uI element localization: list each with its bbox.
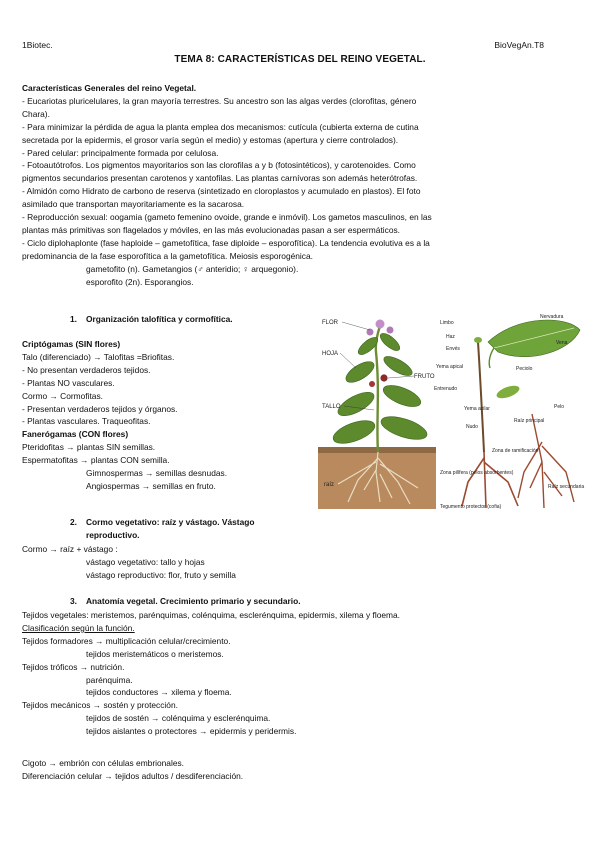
tissue-row: Tejidos tróficos → nutrición. [22, 661, 125, 672]
crypto-line: - Presentan verdaderos tejidos y órganos. [22, 403, 178, 414]
fanero-line: Espermatofitas → plantas CON semilla. [22, 455, 170, 466]
general-line: - Almidón como Hidrato de carbono de reserva (sintetizado en cloroplastos y acumulado en plastos). El foto [22, 186, 421, 197]
label-haz: Haz [446, 334, 455, 340]
label-fruto: FRUTO [414, 374, 435, 380]
general-line: - Fotoautótrofos. Los pigmentos mayoritarios son las clorofilas a y b (fotosintéticos), y carotenoides. Como [22, 160, 416, 171]
label-nudo: Nudo [466, 424, 478, 430]
crypto-line: - Plantas vasculares. Traqueofitas. [22, 416, 151, 427]
label-raiz-secundaria: Raíz secundaria [548, 484, 585, 490]
tissue-row: parénquima. [86, 674, 133, 685]
section2-title-1: Cormo vegetativo: raíz y vástago. Vástago [86, 517, 255, 527]
label-zona-pilifera: Zona pilífera (pelos absorbentes) [440, 470, 514, 476]
general-indented: gametofito (n). Gametangios (♂ anteridio; ♀ arquegonio). [86, 263, 299, 274]
fanero-line: Pteridofitas → plantas SIN semillas. [22, 442, 156, 453]
section1-body [22, 338, 302, 493]
label-tegumento: Tegumento protector (cofia) [440, 504, 502, 510]
label-zona-ramificacion: Zona de ramificación [492, 448, 539, 454]
label-pelo: Pelo [554, 404, 565, 410]
plant-illustration [318, 312, 586, 512]
final-line: Cigoto → embrión con células embrionales. [22, 758, 184, 768]
section3-final [22, 757, 562, 783]
tissue-row: Tejidos mecánicos → sostén y protección. [22, 700, 178, 711]
crypto-line: - Plantas NO vasculares. [22, 377, 115, 388]
fanero-indented: Gimnospermas → semillas desnudas. [86, 468, 228, 479]
page-title: TEMA 8: CARACTERÍSTICAS DEL REINO VEGETAL. [174, 54, 426, 65]
clasificacion-link: Clasificación según la función. [22, 622, 135, 633]
label-flor: FLOR [322, 320, 339, 326]
header-left: 1Biotec. [22, 40, 53, 50]
roots-right [462, 452, 518, 508]
petiole [489, 348, 494, 368]
general-characteristics [22, 82, 562, 289]
tissue-row: Tejidos formadores → multiplicación celular/crecimiento. [22, 635, 231, 646]
crypto-line: - No presentan verdaderos tejidos. [22, 364, 151, 375]
label-yema-axilar: Yema axilar [464, 406, 490, 412]
section2-number: 2. [70, 517, 77, 527]
label-limbo: Limbo [440, 320, 454, 326]
section3-heading [70, 595, 301, 608]
general-line: - Eucariotas pluricelulares, la gran mayoría terrestres. Su ancestro son las algas verdes (clorofitas, género [22, 95, 417, 106]
general-line: - Ciclo diplohaplonte (fase haploide – gametofítica, fase diploide – esporofítica). La tendencia evolutiva es a la [22, 237, 430, 248]
roots-right-2 [518, 414, 574, 508]
label-raiz: raíz [324, 482, 335, 488]
section3-number: 3. [70, 596, 77, 606]
label-raiz-principal: Raíz principal [514, 418, 545, 424]
tissue-row: tejidos conductores → xilema y floema. [86, 687, 232, 698]
section2-indented: vástago vegetativo: tallo y hojas [86, 556, 205, 567]
fanero-heading: Fanerógamas (CON flores) [22, 429, 129, 440]
crypto-heading: Criptógamas (SIN flores) [22, 339, 121, 349]
section2-line: Cormo → raíz + vástago : [22, 544, 118, 554]
general-line: - Para minimizar la pérdida de agua la planta emplea dos mecanismos: cutícula (cubierta externa de cutina [22, 121, 419, 132]
general-line: - Pared celular: principalmente formada por celulosa. [22, 147, 219, 158]
apical-bud [474, 337, 482, 343]
section1-title: Organización talofítica y cormofítica. [86, 314, 233, 324]
label-peciolo: Peciolo [516, 366, 533, 372]
general-indented: esporofito (2n). Esporangios. [86, 276, 194, 287]
general-line: asimilado que transportan mayoritariamente es la sacarosa. [22, 199, 245, 210]
final-line: Diferenciación celular → tejidos adultos / desdiferenciación. [22, 770, 244, 781]
label-tallo: TALLO [322, 404, 341, 410]
general-line: pigmentos secundarios presentan carotenos y xantofilas. Las plantas carnívoras son además heterótrofas. [22, 173, 418, 184]
section1-heading [70, 313, 233, 326]
leaves-left [330, 330, 429, 448]
header-right: BioVegAn.T8 [494, 40, 544, 50]
section2-heading [70, 516, 254, 542]
tejidos-line: Tejidos vegetales: meristemos, parénquimas, colénquima, esclerénquima, epidermis, xilema y floema. [22, 610, 400, 620]
crypto-line: Talo (diferenciado) → Talofitas =Briofitas. [22, 351, 175, 362]
general-line: plantas más primitivas son flagelados y móviles, en las más evolucionadas pasan a ser espermáticos. [22, 224, 400, 235]
plant-figure [318, 312, 586, 512]
general-line: - Reproducción sexual: oogamia (gameto femenino ovoide, grande e inmóvil). Los gametos masculinos, en las [22, 212, 432, 223]
general-heading: Características Generales del reino Vegetal. [22, 83, 197, 93]
tissue-row: tejidos de sostén → colénquima y esclerénquima. [86, 713, 271, 724]
tissue-row: tejidos meristemáticos o meristemos. [86, 648, 224, 659]
section2-indented: vástago reproductivo: flor, fruto y semilla [86, 569, 236, 580]
section2-title-2: reproductivo. [86, 529, 140, 540]
crypto-line: Cormo → Cormofitas. [22, 390, 103, 401]
label-enves: Envés [446, 346, 460, 352]
label-nervadura: Nervadura [540, 314, 564, 320]
general-line: Chara). [22, 108, 50, 119]
label-vena: Vena [556, 340, 568, 346]
label-entrenudo: Entrenudo [434, 386, 458, 392]
section3-body [22, 609, 562, 738]
right-stem [478, 342, 484, 452]
general-line: secretada por la epidermis, el grosor varía según el medio) y estomas (apertura y cierre controlados). [22, 134, 399, 145]
label-hoja: HOJA [322, 351, 339, 357]
section3-title: Anatomía vegetal. Crecimiento primario y secundario. [86, 596, 301, 606]
small-leaf [495, 383, 521, 401]
stem [376, 326, 380, 452]
section2-body [22, 543, 302, 582]
general-line: predominancia de la fase esporofítica a la gametofítica. Meiosis esporogénica. [22, 250, 313, 261]
fanero-indented: Angiospermas → semillas en fruto. [86, 480, 216, 491]
label-yema-apical: Yema apical [436, 364, 464, 370]
tissue-row: tejidos aislantes o protectores → epidermis y peridermis. [86, 726, 297, 737]
section1-number: 1. [70, 314, 77, 324]
